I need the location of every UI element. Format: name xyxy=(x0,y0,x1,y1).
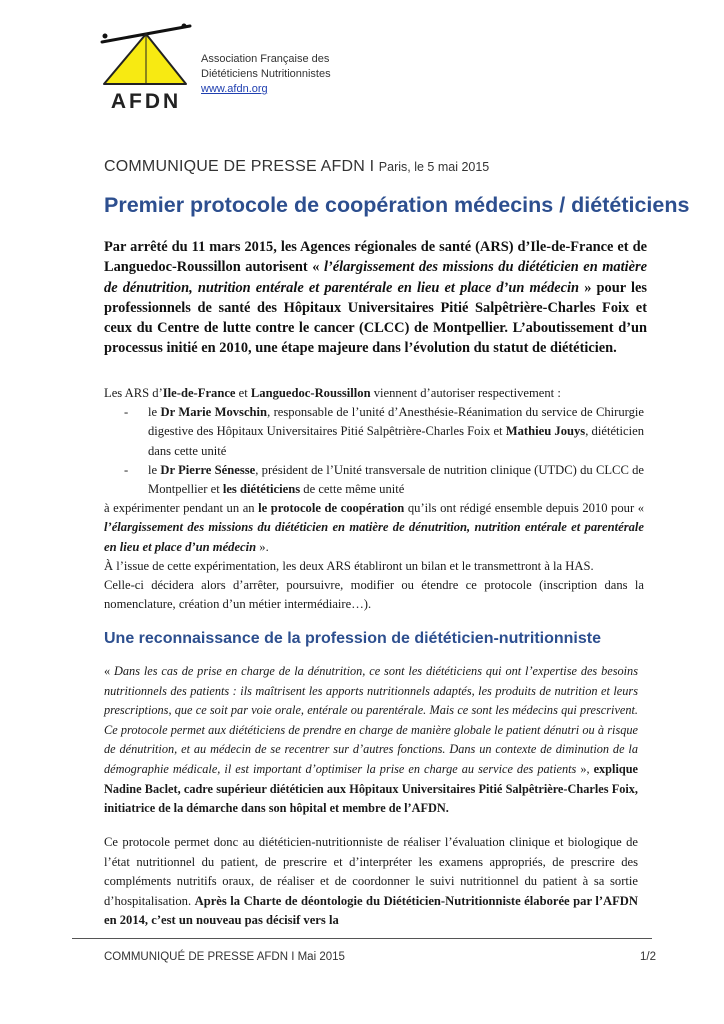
release-label: COMMUNIQUE DE PRESSE AFDN I xyxy=(104,158,375,175)
experiment-paragraph: à expérimenter pendant un an le protocole de coopération qu’ils ont rédigé ensemble depuis 2010 pour « l’élargissement des missions du diététicien en matière de dénutrition, nutrition entérale et parentérale en lieu et place d’un médecin ». xyxy=(104,501,644,554)
bullet-dash: - xyxy=(124,405,129,420)
page-title: Premier protocole de coopération médecins / diététiciens xyxy=(104,193,690,217)
org-name-line1: Association Française des xyxy=(201,53,330,65)
protocol-paragraph: Ce protocole permet donc au diététicien-nutritionniste de réaliser l’évaluation clinique et biologique de l’état nutritionnel du patient, de prescrire et d’interpréter les examens appropriés, de prescrire des compléments nutritifs oraux, de réaliser et de coordonner le suivi nutritionnel du patient à sa sortie d’hospitalisation. Après la Charte de déontologie du Diététicien-Nutritionniste élaborée par l’AFDN en 2014, c’est un nouveau pas décisif vers la xyxy=(104,835,638,928)
section-heading: Une reconnaissance de la profession de diététicien-nutritionniste xyxy=(104,630,601,647)
press-release-header xyxy=(104,158,489,176)
lead-paragraph: Par arrêté du 11 mars 2015, les Agences régionales de santé (ARS) d’Ile-de-France et de Languedoc-Roussillon autorisent « l’élargissement des missions du diététicien en matière de dénutrition, nutrition entérale et parentérale en lieu et place d’un médecin » pour les professionnels de santé des Hôpitaux Universitaires Pitié Salpêtrière-Charles Foix et ceux du Centre de lutte contre le cancer (CLCC) de Montpellier. L’aboutissement d’un processus initié en 2010, une étape majeure dans l’évolution du statut de diététicien. xyxy=(104,239,647,357)
page-number: 1/2 xyxy=(640,951,656,963)
intro-paragraph: Les ARS d’Ile-de-France et Languedoc-Roussillon viennent d’autoriser respectivement : xyxy=(104,386,561,400)
outcome-paragraph: À l’issue de cette expérimentation, les deux ARS établiront un bilan et le transmettront à la HAS. xyxy=(104,558,594,573)
place-date: Paris, le 5 mai 2015 xyxy=(378,160,490,174)
bullet-dash: - xyxy=(124,462,129,477)
decision-paragraph: Celle-ci décidera alors d’arrêter, poursuivre, modifier ou étendre ce protocole (inscription dans la nomenclature, création d’un métier intermédiaire…). xyxy=(104,578,644,612)
org-name-line2: Diététiciens Nutritionnistes xyxy=(201,68,331,80)
org-info xyxy=(201,52,331,97)
body-section xyxy=(104,384,644,614)
footer-divider xyxy=(72,938,652,939)
footer-label: COMMUNIQUÉ DE PRESSE AFDN I Mai 2015 xyxy=(104,951,345,963)
website-link[interactable]: www.afdn.org xyxy=(201,83,268,95)
logo-text: AFDN xyxy=(110,90,182,113)
list-item: - le Dr Marie Movschin, responsable de l’unité d’Anesthésie-Réanimation du service de Chirurgie digestive des Hôpitaux Universitaires Pitié Salpêtrière-Charles Foix et Mathieu Jouys, diététicien dans cette unité xyxy=(124,405,645,458)
list-item: - le Dr Pierre Sénesse, président de l’Unité transversale de nutrition clinique (UTDC) du CLCC de Montpellier et les diététiciens de cette même unité xyxy=(124,462,644,497)
quote-paragraph: « Dans les cas de prise en charge de la dénutrition, ce sont les diététiciens qui ont l’expertise des besoins nutritionnels des patients : ils maîtrisent les apports nutritionnels adaptés, les produits de nutrition et leurs prescriptions, que ce soit par voie orale, entérale ou parentérale. Mais ce sont les médecins qui prescrivent. Ce protocole permet aux diététiciens de prendre en charge de manière globale le patient dénutri ou à risque de dénutrition, et au médecin de se recentrer sur d’autres fonctions. Dans un contexte de diminution de la démographie médicale, il est important d’optimiser la prise en charge au service des patients », explique Nadine Baclet, cadre supérieur diététicien aux Hôpitaux Universitaires Pitié Salpêtrière-Charles Foix, initiatrice de la démarche dans son hôpital et membre de l’AFDN. xyxy=(104,664,638,816)
